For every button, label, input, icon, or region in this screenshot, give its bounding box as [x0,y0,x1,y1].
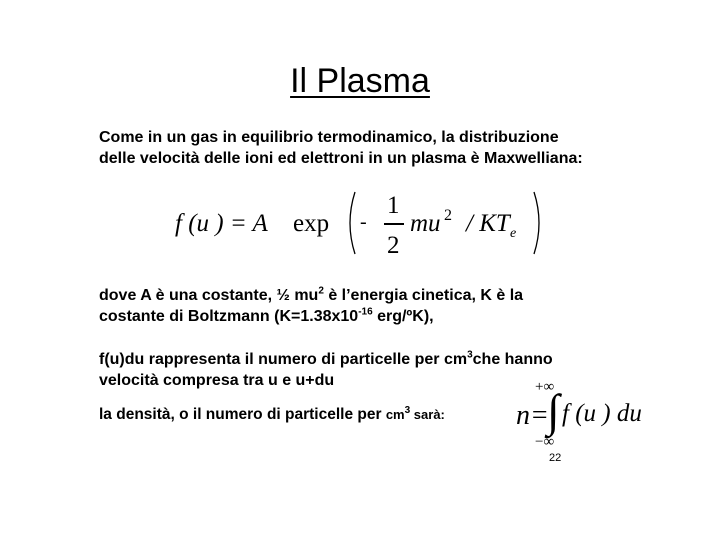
integral-sign-icon: ∫ [547,385,560,436]
probability-line-2: velocità compresa tra u e u+du [99,372,335,389]
integral-n-equals: n= [516,400,549,431]
formula-denominator: 2 [387,232,400,259]
description-line-1: dove A è una costante, ½ $mu^2$ è l’energia cinetica, K è la [99,285,524,304]
intro-line-2: delle velocità delle ioni ed elettroni in un plasma è Maxwelliana: [99,150,583,167]
page-number: 22 [549,452,562,464]
intro-line-1: Come in un gas in equilibrio termodinamico, la distribuzione [99,129,559,146]
intro-paragraph [99,127,659,169]
probability-paragraph [99,349,659,391]
integral-upper-limit: +∞ [535,379,555,395]
formula-exp: exp [293,210,330,237]
formula-numerator: 1 [387,192,400,219]
probability-line-1: f(u)du rappresenta il numero di particelle per $cm^3che$ hanno [99,349,553,368]
formula-lhs: f (u ) = A [175,210,268,237]
formula-power: 2 [444,207,452,224]
formula-minus: - [360,211,367,233]
integral-body: f (u ) du [562,400,642,427]
formula-sub-e: e [510,226,517,241]
right-paren-icon [532,190,546,256]
integral-lower-limit: −∞ [535,434,555,450]
left-paren-icon [343,190,357,256]
page-title: Il Plasma [290,62,430,100]
formula-kt: / KT [466,210,510,237]
density-sentence: la densità, o il numero di particelle per $cm^3$ sarà: [99,404,445,423]
description-paragraph [99,285,659,327]
formula-mu: mu [410,210,441,237]
fraction-bar [384,223,404,225]
description-line-2: costante di Boltzmann ($K=1.38x10^{-16}$ erg/ºK), [99,306,434,325]
